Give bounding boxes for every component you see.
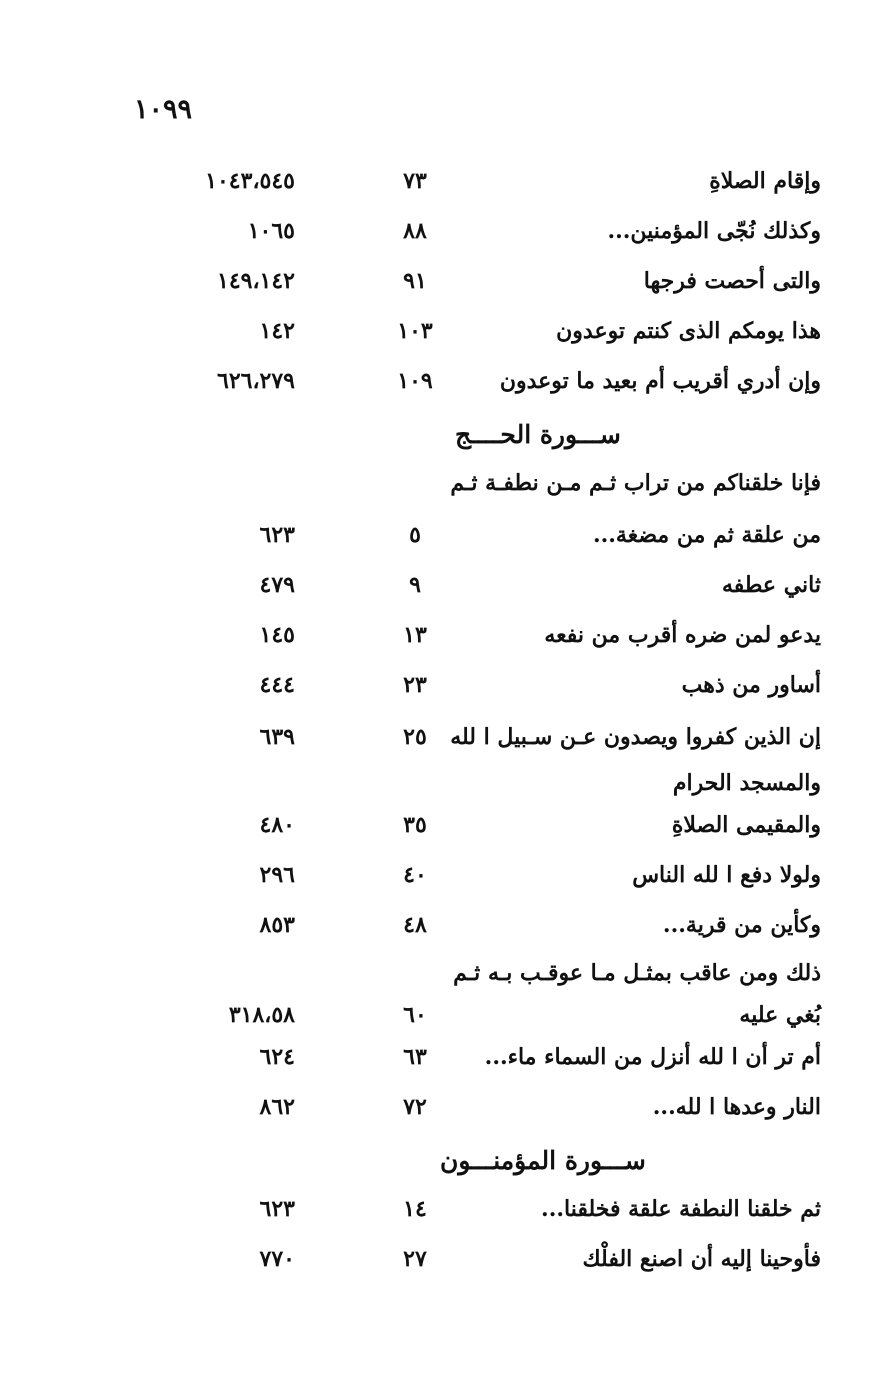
page-reference: ١٠٦٥ (247, 218, 295, 244)
surah-heading: ســـورة الحــــج (455, 420, 621, 449)
page-reference: ٢٩٦ (259, 862, 295, 888)
ayah-number: ١٣ (403, 622, 427, 648)
verse-text: ذلك ومن عاقب بمثـل مـا عوقـب بـه ثـم (453, 960, 821, 986)
verse-text: فإنا خلقناكم من تراب ثـم مـن نطفـة ثـم (450, 470, 821, 496)
verse-text: من علقة ثم من مضغة... (592, 522, 821, 548)
ayah-number: ٩ (409, 572, 421, 598)
page-reference: ٦٢٣ (259, 1196, 295, 1222)
ayah-number: ١٠٩ (397, 368, 433, 394)
verse-text: هذا يومكم الذى كنتم توعدون (556, 318, 821, 344)
page-reference: ٨٥٣ (259, 912, 295, 938)
verse-text: والمقيمى الصلاةِ (671, 812, 821, 838)
ayah-number: ١٤ (403, 1196, 427, 1222)
ayah-number: ٨٨ (403, 218, 427, 244)
verse-text: النار وعدها ا لله... (652, 1094, 821, 1120)
page-reference: ٦٣٩ (259, 724, 295, 750)
page-reference: ٧٧٠ (259, 1246, 295, 1272)
page-reference: ٦٢٤ (259, 1044, 295, 1070)
ayah-number: ٣٥ (403, 812, 427, 838)
verse-text: إن الذين كفروا ويصدون عـن سـبيل ا لله (450, 724, 821, 750)
ayah-number: ١٠٣ (397, 318, 433, 344)
page-reference: ٤٨٠ (259, 812, 295, 838)
page-reference: ٨٦٢ (259, 1094, 295, 1120)
verse-text: وإقام الصلاةِ (709, 168, 821, 194)
page-reference: ٤٤٤ (259, 672, 295, 698)
page-reference: ٣١٨،٥٨ (228, 1002, 295, 1028)
verse-text: والتى أحصت فرجها (643, 268, 821, 294)
page-reference: ٦٢٣ (259, 522, 295, 548)
verse-text: وإن أدري أقريب أم بعيد ما توعدون (499, 368, 821, 394)
verse-text: فأوحينا إليه أن اصنع الفلْك (582, 1246, 821, 1272)
verse-text: وكأين من قرية... (662, 912, 821, 938)
ayah-number: ٧٣ (403, 168, 427, 194)
page-reference: ١٠٤٣،٥٤٥ (205, 168, 295, 194)
ayah-number: ٩١ (403, 268, 427, 294)
verse-text: ثم خلقنا النطفة علقة فخلقنا... (541, 1196, 821, 1222)
ayah-number: ٢٧ (403, 1246, 427, 1272)
verse-text: وكذلك نُجّى المؤمنين... (607, 218, 821, 244)
page-number: ١٠٩٩ (134, 94, 193, 125)
ayah-number: ٦٠ (403, 1002, 427, 1028)
page-reference: ١٤٥ (259, 622, 295, 648)
ayah-number: ٢٥ (403, 724, 427, 750)
verse-text: ثاني عطفه (721, 572, 821, 598)
ayah-number: ٤٨ (403, 912, 427, 938)
verse-text: أساور من ذهب (681, 672, 821, 698)
verse-text: ولولا دفع ا لله الناس (632, 862, 821, 888)
ayah-number: ٤٠ (403, 862, 427, 888)
verse-text: بُغي عليه (739, 1002, 821, 1028)
verse-text: والمسجد الحرام (672, 770, 821, 796)
page-reference: ٤٧٩ (259, 572, 295, 598)
page-reference: ٦٢٦،٢٧٩ (217, 368, 295, 394)
verse-text: يدعو لمن ضره أقرب من نفعه (544, 622, 821, 648)
verse-text: أم تر أن ا لله أنزل من السماء ماء... (484, 1044, 821, 1070)
ayah-number: ٦٣ (403, 1044, 427, 1070)
ayah-number: ٢٣ (403, 672, 427, 698)
page-reference: ١٤٢ (259, 318, 295, 344)
surah-heading: ســـورة المؤمنـــون (440, 1146, 646, 1175)
ayah-number: ٥ (409, 522, 421, 548)
page-reference: ١٤٩،١٤٢ (217, 268, 295, 294)
ayah-number: ٧٢ (403, 1094, 427, 1120)
